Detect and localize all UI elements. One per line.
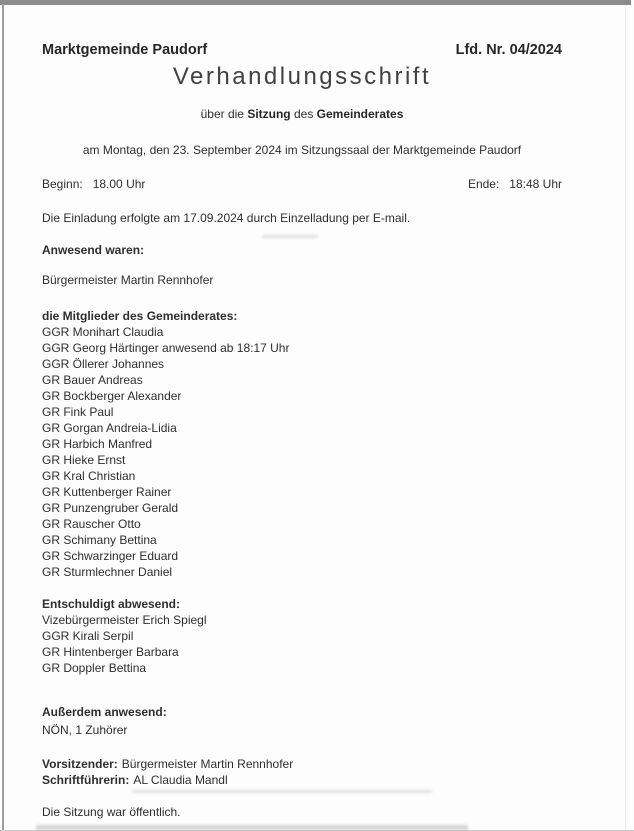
begin-value: 18.00 Uhr bbox=[92, 177, 146, 191]
document-title: Verhandlungsschrift bbox=[172, 63, 432, 90]
present-heading: Anwesend waren: bbox=[42, 243, 145, 257]
session-times bbox=[42, 176, 562, 192]
list-item: GR Rauscher Otto bbox=[42, 517, 141, 531]
list-item: GGR Kirali Serpil bbox=[42, 629, 134, 643]
list-item: GR Fink Paul bbox=[42, 405, 114, 419]
mayor-name: Bürgermeister Martin Rennhofer bbox=[42, 273, 214, 287]
list-item: GR Schwarzinger Eduard bbox=[42, 549, 179, 563]
reference-number: Lfd. Nr. 04/2024 bbox=[455, 42, 562, 58]
members-list bbox=[42, 324, 562, 580]
subtitle-gemeinderates: Gemeinderates bbox=[316, 107, 404, 121]
begin-time bbox=[42, 176, 145, 192]
secretary-label: Schriftführerin: bbox=[42, 773, 130, 787]
list-item: GR Sturmlechner Daniel bbox=[42, 565, 173, 579]
scan-artifact-cutoff-text bbox=[36, 825, 468, 830]
subtitle-prefix: über die bbox=[200, 107, 248, 121]
subtitle bbox=[42, 106, 562, 122]
list-item: GGR Georg Härtinger anwesend ab 18:17 Uhr bbox=[42, 341, 290, 355]
excused-list bbox=[42, 612, 562, 676]
public-session-note: Die Sitzung war öffentlich. bbox=[42, 805, 181, 819]
list-item: GR Hieke Ernst bbox=[42, 453, 126, 467]
list-item: GR Bockberger Alexander bbox=[42, 389, 182, 403]
list-item: GR Hintenberger Barbara bbox=[42, 645, 179, 659]
list-item: GR Bauer Andreas bbox=[42, 373, 143, 387]
invitation-note: Die Einladung erfolgte am 17.09.2024 durch Einzelladung per E-mail. bbox=[42, 211, 411, 225]
list-item: GR Schimany Bettina bbox=[42, 533, 157, 547]
list-item: GR Harbich Manfred bbox=[42, 437, 153, 451]
secretary-name: AL Claudia Mandl bbox=[133, 773, 228, 787]
secretary-line bbox=[42, 772, 562, 788]
list-item: GR Doppler Bettina bbox=[42, 661, 147, 675]
list-item: GR Kuttenberger Rainer bbox=[42, 485, 172, 499]
begin-label: Beginn: bbox=[42, 177, 83, 191]
list-item: Vizebürgermeister Erich Spiegl bbox=[42, 613, 207, 627]
list-item: GR Gorgan Andreia-Lidia bbox=[42, 421, 177, 435]
also-present-value: NÖN, 1 Zuhörer bbox=[42, 723, 128, 737]
document-header bbox=[42, 41, 562, 59]
list-item: GGR Monihart Claudia bbox=[42, 325, 164, 339]
end-time bbox=[468, 176, 562, 192]
chair-name: Bürgermeister Martin Rennhofer bbox=[121, 757, 294, 771]
chair-line bbox=[42, 756, 562, 772]
subtitle-sitzung: Sitzung bbox=[247, 107, 291, 121]
end-value: 18:48 Uhr bbox=[509, 177, 562, 191]
org-name: Marktgemeinde Paudorf bbox=[42, 42, 208, 58]
also-present-heading: Außerdem anwesend: bbox=[42, 705, 167, 719]
list-item: GR Kral Christian bbox=[42, 469, 136, 483]
chair-label: Vorsitzender: bbox=[42, 757, 118, 771]
list-item: GGR Öllerer Johannes bbox=[42, 357, 165, 371]
roles-block bbox=[42, 756, 562, 788]
end-label: Ende: bbox=[467, 177, 500, 191]
excused-heading: Entschuldigt abwesend: bbox=[42, 597, 181, 611]
members-heading: die Mitglieder des Gemeinderates: bbox=[42, 309, 238, 323]
subtitle-middle: des bbox=[290, 107, 317, 121]
list-item: GR Punzengruber Gerald bbox=[42, 501, 179, 515]
session-date-location: am Montag, den 23. September 2024 im Sitzungssaal der Marktgemeinde Paudorf bbox=[82, 143, 522, 157]
